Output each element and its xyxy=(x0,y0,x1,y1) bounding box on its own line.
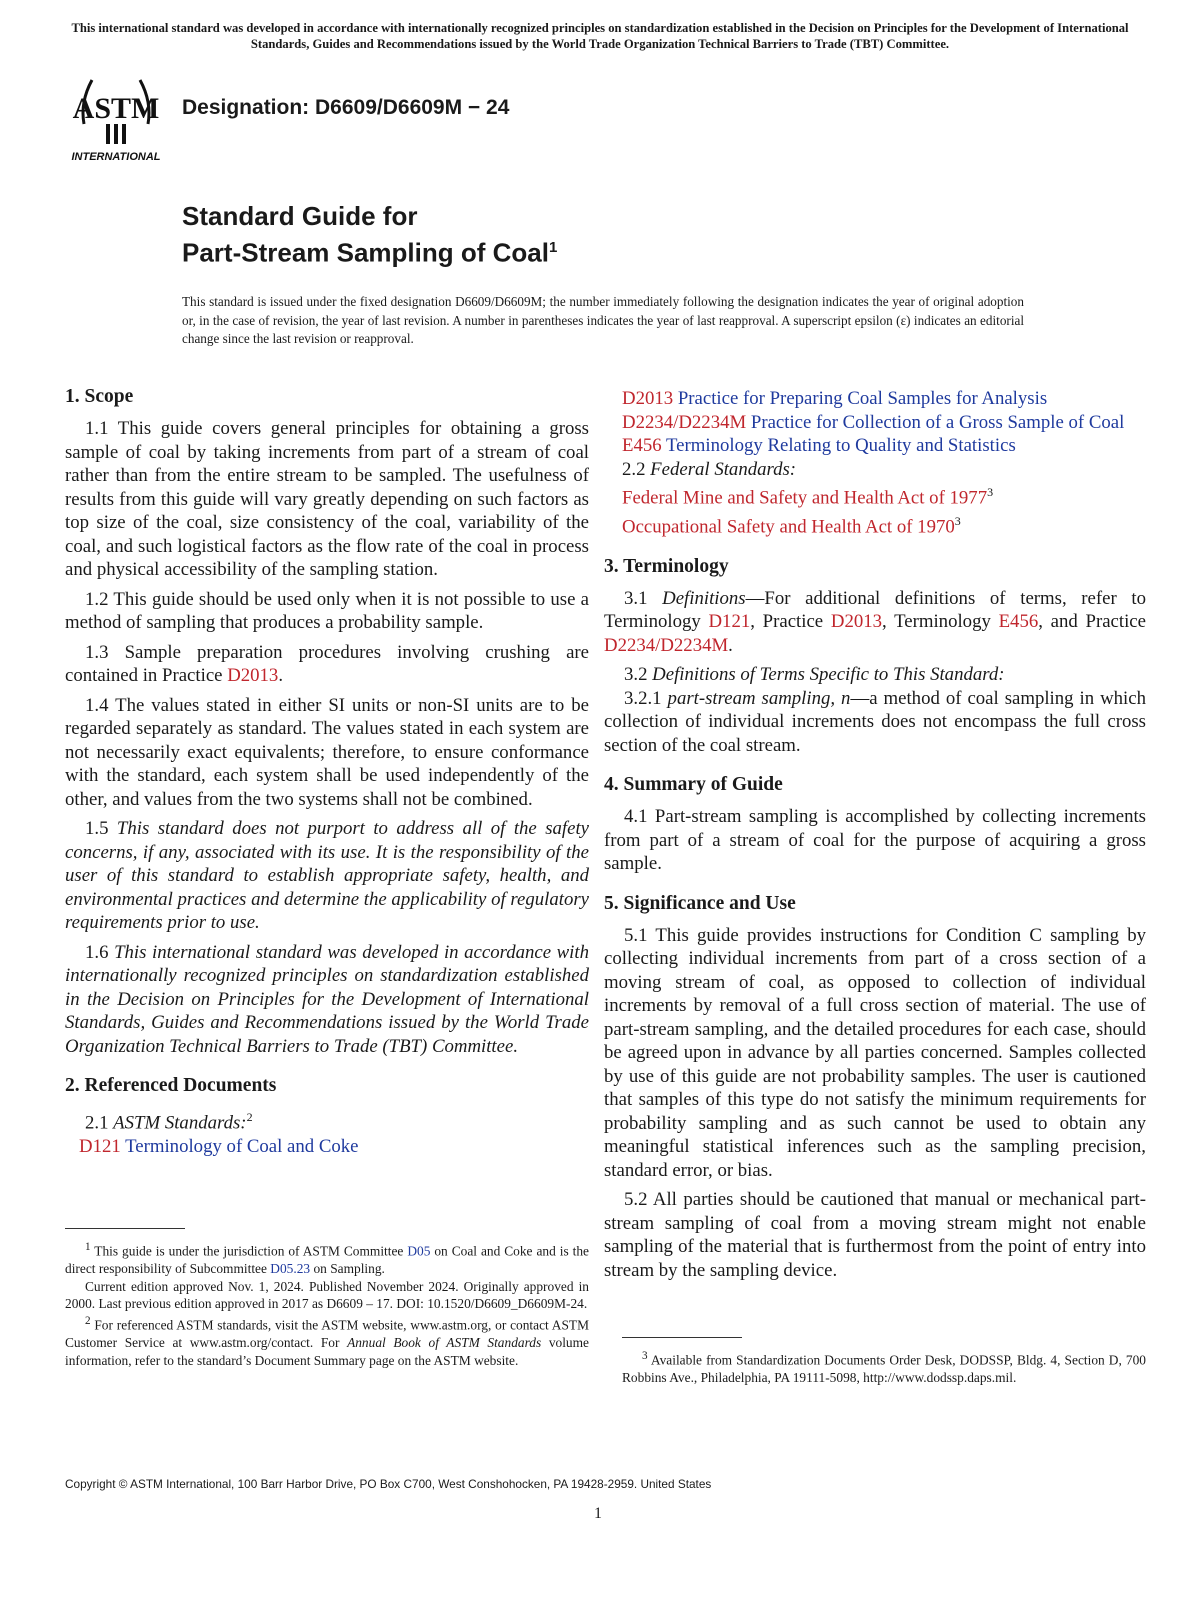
link-e456[interactable]: E456 xyxy=(998,611,1039,633)
footnote-2: $^2$ For referenced ASTM standards, visit the ASTM website, www.astm.org, or contact ASTM Customer Service at www.astm.org/contact. For Annual Book of ASTM Standards volume information, refer to the standard’s Document Summary page on the ASTM website. xyxy=(65,1314,589,1368)
footnotes-right xyxy=(622,1337,1146,1387)
section-heading-referenced-documents: 2. Referenced Documents xyxy=(65,1075,277,1096)
para-2-2: 2.2 Federal Standards: xyxy=(622,458,797,480)
para-4-1: 4.1 Part-stream sampling is accomplished by collecting increments from part of a stream of coal for the purpose of acquiring a gross sample. xyxy=(604,806,1146,875)
svg-text:INTERNATIONAL: INTERNATIONAL xyxy=(71,151,161,163)
fed-standard-item[interactable]: Occupational Safety and Health Act of 1970$^3$ xyxy=(622,513,961,538)
para-5-1: 5.1 This guide provides instructions for Condition C sampling by collecting individual increments from part of a cross section of a moving stream of coal, as opposed to collection of individual increments by removal of a full cross section of material. The use of part-stream sampling, and the detailed procedures for each case, should be agreed upon in advance by all parties concerned. Samples collected by use of this guide are not probability samples. The user is cautioned that samples of this type do not satisfy the minimum requirements for probability sampling and as such cannot be used to obtain any meaningful statistical inferences such as the sampling precision, standard error, or bias. xyxy=(604,924,1146,1181)
link-d05[interactable]: D05 xyxy=(407,1243,431,1259)
footnote-rule xyxy=(65,1228,185,1229)
issue-note: This standard is issued under the fixed designation D6609/D6609M; the number immediately following the designation indicates the year of original adoption or, in the case of revision, the year of last revision. A number in parentheses indicates the year of last reapproval. A superscript epsilon (ε) indicates an editorial change since the last revision or reapproval. xyxy=(182,294,1024,346)
section-heading-summary: 4. Summary of Guide xyxy=(604,774,783,796)
link-d2013[interactable]: D2013 xyxy=(830,611,883,633)
footnote-1-edition: Current edition approved Nov. 1, 2024. Published November 2024. Originally approved in 2000. Last previous edition approved in 2017 as D6609 – 17. DOI: 10.1520/D6609_D6609M-24. xyxy=(65,1278,589,1312)
section-heading-terminology: 3. Terminology xyxy=(604,555,729,577)
link-d121[interactable]: D121 xyxy=(708,611,751,633)
ref-item[interactable]: D2234/D2234M Practice for Collection of a Gross Sample of Coal xyxy=(622,411,1125,433)
link-d05-23[interactable]: D05.23 xyxy=(270,1261,311,1277)
footnote-rule xyxy=(622,1337,742,1338)
copyright: Copyright © ASTM International, 100 Barr Harbor Drive, PO Box C700, West Conshohocken, PA 19428-2959. United States xyxy=(65,1477,712,1491)
para-1-2: 1.2 This guide should be used only when it is not possible to use a method of sampling that produces a probability sample. xyxy=(65,588,589,633)
link-d2234[interactable]: D2234/D2234M xyxy=(604,634,729,656)
left-column xyxy=(65,385,589,1158)
ref-item[interactable]: D121 Terminology of Coal and Coke xyxy=(79,1135,359,1157)
para-1-1: 1.1 This guide covers general principles for obtaining a gross sample of coal by taking increments from part of a stream of coal rather than from the entire stream to be sampled. The usefulness of results from this guide will vary greatly depending on such factors as top size of the coal, size consistency of the coal, variability of the coal, and such logistical factors as the flow rate of the coal in process and physical accessibility of the sampling station. xyxy=(65,418,589,580)
para-2-1: 2.1 ASTM Standards:$^2$ xyxy=(85,1110,253,1134)
designation: Designation: D6609/D6609M − 24 xyxy=(182,96,510,119)
para-1-6: 1.6 This international standard was developed in accordance with internationally recognized principles on standardization established in the Decision on Principles for the Development of International Standards, Guides and Recommendations issued by the World Trade Organization Technical Barriers to Trade (TBT) Committee. xyxy=(65,941,590,1057)
fed-standard-item[interactable]: Federal Mine and Safety and Health Act of 1977$^3$ xyxy=(622,485,994,509)
link-d2013[interactable]: D2013 xyxy=(227,665,279,686)
footnotes-left xyxy=(65,1228,589,1369)
ref-item[interactable]: E456 Terminology Relating to Quality and Statistics xyxy=(622,435,1016,456)
right-column xyxy=(604,387,1147,1288)
astm-logo xyxy=(62,72,170,168)
para-3-2: 3.2 Definitions of Terms Specific to This Standard: xyxy=(624,664,1005,686)
page-number: 1 xyxy=(594,1505,602,1522)
top-notice: This international standard was developed in accordance with internationally recognized principles on standardization established in the Decision on Principles for the Development of International Standards, Guides and Recommendations issued by the World Trade Organization Technical Barriers to Trade (TBT) Committee. xyxy=(71,21,1129,51)
footnote-3: $^3$ Available from Standardization Documents Order Desk, DODSSP, Bldg. 4, Section D, 700 Robbins Ave., Philadelphia, PA 19111-5098, http://www.dodssp.daps.mil. xyxy=(622,1350,1146,1386)
footnote-1: $^1$ This guide is under the jurisdiction of ASTM Committee D05 on Coal and Coke and is the direct responsibility of Subcommittee D05.23 on Sampling. xyxy=(65,1241,589,1277)
section-heading-scope: 1. Scope xyxy=(65,386,134,407)
section-heading-significance: 5. Significance and Use xyxy=(604,892,796,914)
para-3-2-1: 3.2.1 part-stream sampling, n—a method of coal sampling in which collection of individual increments does not encompass the full cross section of the coal stream. xyxy=(604,687,1147,756)
svg-text:ASTM: ASTM xyxy=(72,92,160,125)
para-1-4: 1.4 The values stated in either SI units or non-SI units are to be regarded separately as standard. The values stated in each system are not necessarily exact equivalents; therefore, to ensure conformance with the standard, each system shall be used independently of the other, and values from the two systems shall not be combined. xyxy=(65,694,589,810)
document-title: Standard Guide for Part-Stream Sampling of Coal$^1$ xyxy=(182,201,558,268)
para-1-5: 1.5 This standard does not purport to address all of the safety concerns, if any, associated with its use. It is the responsibility of the user of this standard to establish appropriate safety, health, and environmental practices and determine the applicability of regulatory requirements prior to use. xyxy=(65,818,590,933)
ref-item[interactable]: D2013 Practice for Preparing Coal Samples for Analysis xyxy=(622,388,1048,409)
para-1-3: 1.3 Sample preparation procedures involving crushing are contained in Practice D2013. xyxy=(65,641,589,686)
para-5-2: 5.2 All parties should be cautioned that manual or mechanical part-stream sampling of coal from a moving stream might not enable sampling of the material that is furthermost from the point of entry into stream by the sampling device. xyxy=(604,1189,1146,1281)
para-3-1: 3.1 Definitions—For additional definitions of terms, refer to Terminology D121, Practice D2013, Terminology E456, and Practice D2234/D2234M. xyxy=(604,587,1147,656)
